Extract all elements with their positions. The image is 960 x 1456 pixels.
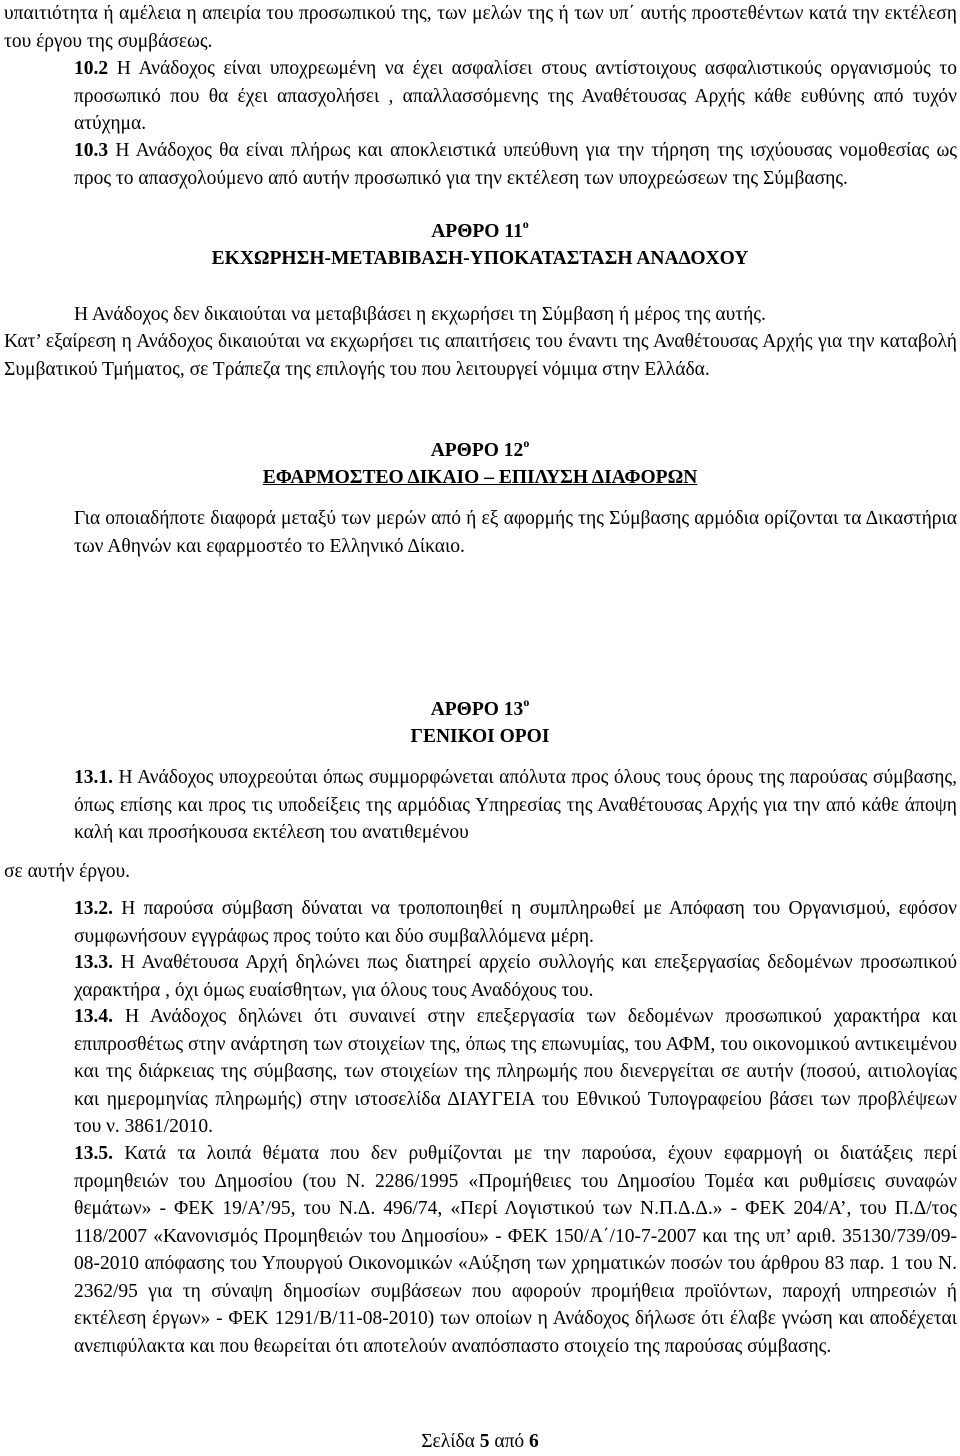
page-total: 6: [529, 1431, 539, 1452]
page-number: 5: [479, 1431, 490, 1452]
clause-13-4: [4, 1003, 957, 1141]
clause-number: 13.5.: [74, 1143, 113, 1164]
paragraph-text: Για οποιαδήποτε διαφορά μεταξύ των μερών από ή εξ αφορμής της Σύμβασης αρμόδια ορίζονται τα Δικαστήρια των Αθηνών και εφαρμοστέο το Ελληνικό Δίκαιο.: [74, 508, 957, 557]
clause-text: Η Ανάδοχος υποχρεούται όπως συμμορφώνεται απόλυτα προς όλους τους όρους της παρούσας σύμβασης, όπως επίσης και προς τις υποδείξεις της αρμόδιας Υπηρεσίας της Αναθέτουσας Αρχής για την από κάθε άποψη καλή και προσήκουσα εκτέλεση του ανατιθεμένου: [74, 767, 957, 843]
clause-text: Η Ανάδοχος δηλώνει ότι συναινεί στην επεξεργασία των δεδομένων προσωπικού χαρακτήρα και επιπροσθέτως στην ανάρτηση των στοιχείων της, όπως της επωνυμίας, του ΑΦΜ, του οικονομικού αντικειμένου και της διάρκειας της σύμβασης, των στοιχείων της πληρωμής που διενεργείται σε αυτήν (ποσού, αιτιολογίας και ημερομηνίας πληρωμής) στην ιστοσελίδα ΔΙΑΥΓΕΙΑ του Εθνικού Τυπογραφείου βάσει των προβλέψεων του ν. 3861/2010.: [74, 1006, 957, 1137]
article-12-heading: [0, 437, 960, 465]
footer-middle: από: [489, 1431, 530, 1452]
paragraph-text: υπαιτιότητα ή αμέλεια η απειρία του προσωπικού της, των μελών της ή των υπ΄ αυτής προστεθέντων κατά την εκτέλεση του έργου της συμβάσεως.: [4, 3, 957, 52]
clause-number: 10.2: [74, 58, 109, 79]
article-11-paragraph-1: [4, 301, 957, 329]
paragraph-text: Κατ’ εξαίρεση η Ανάδοχος δικαιούται να εκχωρήσει τις απαιτήσεις του έναντι της Αναθέτουσας Αρχής για την καταβολή Συμβατικού Τμήματος, σε Τράπεζα της επιλογής του που λειτουργεί νόμιμα στην Ελλάδα.: [4, 331, 957, 380]
article-subtitle: ΕΚΧΩΡΗΣΗ-ΜΕΤΑΒΙΒΑΣΗ-ΥΠΟΚΑΤΑΣΤΑΣΗ ΑΝΑΔΟΧΟΥ: [211, 248, 749, 269]
clause-text: Η Ανάδοχος θα είναι πλήρως και αποκλειστικά υπεύθυνη για την τήρηση της ισχύουσας νομοθεσίας ως προς το απασχολούμενο από αυτήν προσωπικό για την εκτέλεση των υποχρεώσεων της Σύμβασης.: [74, 140, 957, 189]
clause-text: Η Ανάδοχος είναι υποχρεωμένη να έχει ασφαλίσει στους αντίστοιχους ασφαλιστικούς οργανισμούς το προσωπικό που θα έχει απασχολήσει , απαλλασσόμενης της Αναθέτουσας Αρχής κάθε ευθύνης από τυχόν ατύχημα.: [74, 58, 957, 134]
footer-prefix: Σελίδα: [421, 1431, 480, 1452]
article-ordinal: ο: [522, 216, 529, 231]
clause-number: 13.4.: [74, 1006, 113, 1027]
article-subtitle: ΓΕΝΙΚΟΙ ΟΡΟΙ: [410, 726, 550, 747]
article-12-subtitle: [0, 464, 960, 492]
article-ordinal: ο: [523, 694, 530, 709]
article-13-subtitle: [0, 723, 960, 751]
article-13-heading: [0, 696, 960, 724]
clause-10-3: [4, 137, 957, 192]
clause-number: 13.3.: [74, 952, 113, 973]
article-11-paragraph-2: [4, 328, 957, 383]
article-title: ΑΡΘΡΟ 13: [430, 699, 524, 720]
clause-number: 13.1.: [74, 767, 113, 788]
clause-10-2: [4, 55, 957, 138]
article-subtitle: ΕΦΑΡΜΟΣΤΕΟ ΔΙΚΑΙΟ – ΕΠΙΛΥΣΗ ΔΙΑΦΟΡΩΝ: [262, 467, 698, 488]
clause-number: 13.2.: [74, 898, 113, 919]
article-11-subtitle: [0, 245, 960, 273]
clause-13-2: [4, 895, 957, 950]
paragraph-continuation: [4, 0, 957, 55]
article-title: ΑΡΘΡΟ 11: [431, 221, 523, 242]
article-title: ΑΡΘΡΟ 12: [430, 440, 524, 461]
clause-13-5: [4, 1140, 957, 1360]
clause-number: 10.3: [74, 140, 109, 161]
paragraph-text: σε αυτήν έργου.: [4, 861, 130, 882]
paragraph-text: Η Ανάδοχος δεν δικαιούται να μεταβιβάσει η εκχωρήσει τη Σύμβαση ή μέρος της αυτής.: [74, 304, 766, 325]
article-11-heading: [0, 218, 960, 246]
article-12-paragraph-1: [4, 505, 957, 560]
clause-13-1: [4, 764, 957, 847]
clause-text: Κατά τα λοιπά θέματα που δεν ρυθμίζονται με την παρούσα, έχουν εφαρμογή οι διατάξεις περί προμηθειών του Δημοσίου (του Ν. 2286/1995 «Προμήθειες του Δημοσίου Τομέα και ρυθμίσεις συναφών θεμάτων» - ΦΕΚ 19/Α’/95, του Ν.Δ. 496/74, «Περί Λογιστικού των Ν.Π.Δ.Δ.» - ΦΕΚ 204/Α’, του Π.Δ/τος 118/2007 «Κανονισμός Προμηθειών του Δημοσίου» - ΦΕΚ 150/Α΄/10-7-2007 και της υπ’ αριθ. 35130/739/09-08-2010 απόφασης του Υπουργού Οικονομικών «Αύξηση των χρηματικών ποσών του άρθρου 83 παρ. 1 του Ν. 2362/95 για τη σύναψη δημοσίων συμβάσεων που αφορούν προμήθεια προϊόντων, παροχή υπηρεσιών ή εκτέλεση έργων» - ΦΕΚ 1291/Β/11-08-2010) των οποίων η Ανάδοχος δήλωσε ότι έλαβε γνώση και αποδέχεται ανεπιφύλακτα και που θεωρείται ότι αποτελούν αναπόσπαστο στοιχείο της παρούσας σύμβασης.: [74, 1143, 957, 1357]
clause-text: Η παρούσα σύμβαση δύναται να τροποποιηθεί η συμπληρωθεί με Απόφαση του Οργανισμού, εφόσον συμφωνήσουν εγγράφως προς τούτο και δύο συμβαλλόμενα μέρη.: [74, 898, 957, 947]
clause-13-1-tail: [4, 858, 957, 886]
clause-13-3: [4, 949, 957, 1004]
article-ordinal: ο: [523, 435, 530, 450]
page-footer: [0, 1428, 960, 1456]
clause-text: Η Αναθέτουσα Αρχή δηλώνει πως διατηρεί αρχείο συλλογής και επεξεργασίας δεδομένων προσωπικού χαρακτήρα , όχι όμως ευαίσθητων, για όλους τους Αναδόχους του.: [74, 952, 957, 1001]
